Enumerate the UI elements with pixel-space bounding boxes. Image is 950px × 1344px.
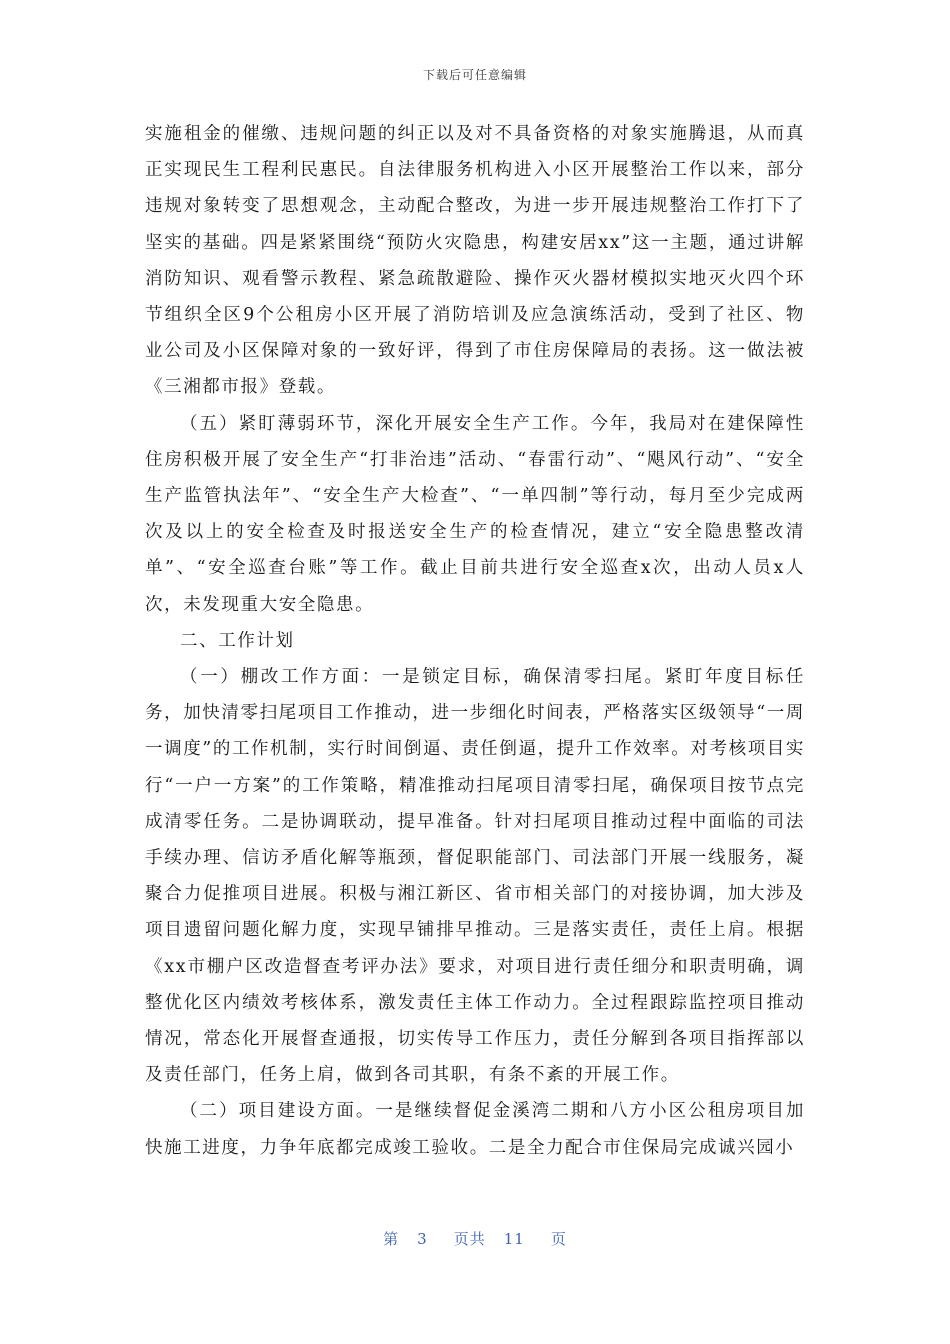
page-label-suffix: 页 [550,1230,567,1248]
document-body [145,116,805,1166]
current-page-number: 3 [417,1230,428,1248]
page-footer [0,1228,950,1249]
page-header: 下载后可任意编辑 [422,68,527,82]
paragraph-2: （五）紧盯薄弱环节，深化开展安全生产工作。今年，我局对在建保障性住房积极开展了安全生产“打非治违”活动、“春雷行动”、“飓风行动”、“安全生产监管执法年”、“安全生产大检查”、“一单四制”等行动，每月至少完成两次及以上的安全检查及时报送安全生产的检查情况，建立“安全隐患整改清单”、“安全巡查台账”等工作。截止目前共进行安全巡查x次，出动人员x人次，未发现重大安全隐患。 [145,413,805,615]
page-label-prefix: 第 [383,1230,400,1248]
page-label-middle: 页共 [453,1230,486,1248]
section-heading-work-plan: 二、工作计划 [180,630,295,651]
total-pages-number: 11 [503,1230,525,1248]
paragraph-3: （一）棚改工作方面：一是锁定目标，确保清零扫尾。紧盯年度目标任务，加快清零扫尾项目工作推动，进一步细化时间表，严格落实区级领导“一周一调度”的工作机制，实行时间倒逼、责任倒逼，提升工作效率。对考核项目实行“一户一方案”的工作策略，精准推动扫尾项目清零扫尾，确保项目按节点完成清零任务。二是协调联动，提早准备。针对扫尾项目推动过程中面临的司法手续办理、信访矛盾化解等瓶颈，督促职能部门、司法部门开展一线服务，凝聚合力促推项目进展。积极与湘江新区、省市相关部门的对接协调，加大涉及项目遗留问题化解力度，实现早铺排早推动。三是落实责任，责任上肩。根据《xx市棚户区改造督查考评办法》要求，对项目进行责任细分和职责明确，调整优化区内绩效考核体系，激发责任主体工作动力。全过程跟踪监控项目推动情况，常态化开展督查通报，切实传导工作压力，责任分解到各项目指挥部以及责任部门，任务上肩，做到各司其职，有条不紊的开展工作。 [145,667,805,1086]
paragraph-1: 实施租金的催缴、违规问题的纠正以及对不具备资格的对象实施腾退，从而真正实现民生工程利民惠民。自法律服务机构进入小区开展整治工作以来，部分违规对象转变了思想观念，主动配合整改，为进一步开展违规整治工作打下了坚实的基础。四是紧紧围绕“预防火灾隐患，构建安居xx”这一主题，通过讲解消防知识、观看警示教程、紧急疏散避险、操作灭火器材模拟实地灭火四个环节组织全区9个公租房小区开展了消防培训及应急演练活动，受到了社区、物业公司及小区保障对象的一致好评，得到了市住房保障局的表扬。这一做法被《三湘都市报》登载。 [145,124,805,398]
paragraph-4: （二）项目建设方面。一是继续督促金溪湾二期和八方小区公租房项目加快施工进度，力争年底都完成竣工验收。二是全力配合市住保局完成诚兴园小 [145,1101,805,1158]
